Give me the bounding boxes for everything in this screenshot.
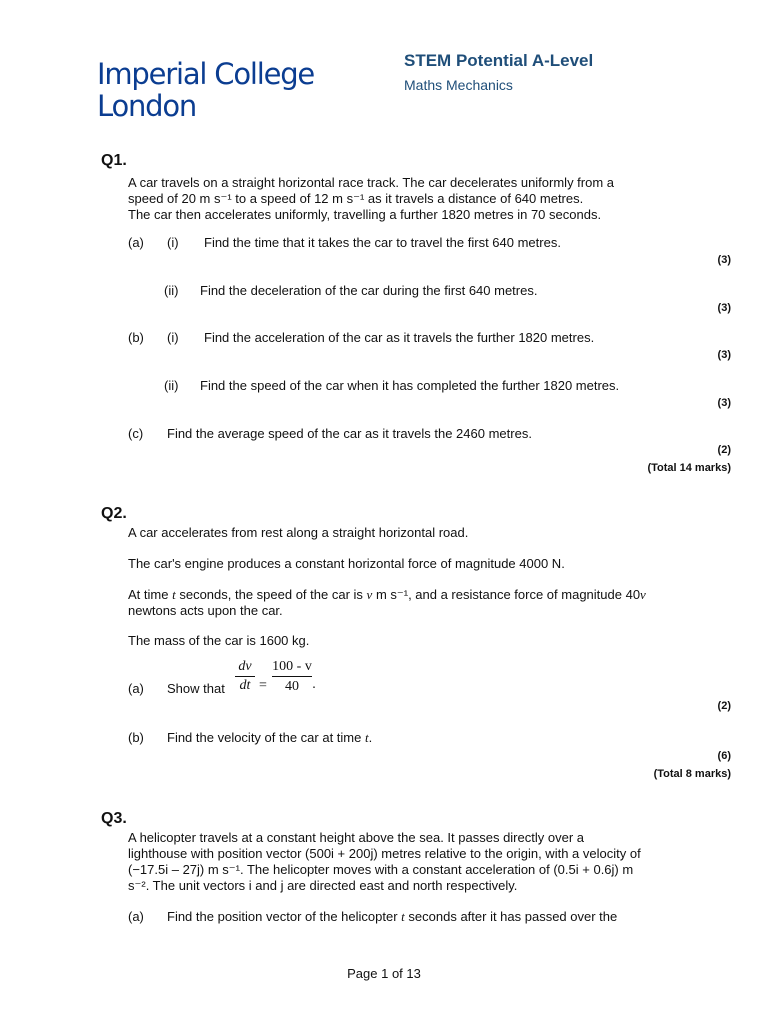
q2-part-a-text: Show that — [167, 681, 225, 696]
q1-part-bii-text: Find the speed of the car when it has completed the further 1820 metres. — [200, 378, 620, 393]
frac-right-num: 100 - v — [272, 659, 312, 674]
q2-number: Q2. — [101, 505, 127, 522]
q2-paragraph: A car accelerates from rest along a straight horizontal road. — [128, 525, 469, 540]
var-t: t — [401, 909, 405, 924]
q1-mark: (2) — [717, 444, 731, 456]
q2-mark: (2) — [717, 700, 731, 712]
q1-part-bi-label: (i) — [167, 330, 179, 345]
frac-left-den: dt — [239, 678, 251, 693]
logo-line-2: London — [97, 89, 197, 123]
q2-time-line-2: newtons acts upon the car. — [128, 603, 283, 618]
q2-part-b-text — [167, 730, 372, 746]
q3-part-a-text — [167, 909, 617, 925]
text: At time — [128, 587, 169, 602]
q2-total: (Total 8 marks) — [653, 768, 731, 780]
imperial-college-logo — [97, 58, 314, 122]
var-v: v — [640, 587, 646, 602]
q1-part-a-label: (a) — [128, 235, 144, 250]
header-title: STEM Potential A-Level — [404, 51, 594, 70]
q1-intro-line: The car then accelerates uniformly, travelling a further 1820 metres in 70 seconds. — [128, 207, 602, 222]
var-v: v — [366, 587, 373, 602]
q3-intro-line: A helicopter travels at a constant height above the sea. It passes directly over a — [128, 830, 584, 845]
frac-left-num: dv — [238, 659, 252, 674]
q1-mark: (3) — [717, 302, 731, 314]
q3-intro-line: lighthouse with position vector (500i + 200j) metres relative to the origin, with a velocity of — [128, 846, 641, 861]
text: Find the position vector of the helicopter — [167, 909, 398, 924]
q1-part-ai-label: (i) — [167, 235, 179, 250]
text: m s⁻¹, and a resistance force of magnitude 40 — [375, 587, 641, 602]
q1-number: Q1. — [101, 152, 127, 169]
q1-part-aii-text: Find the deceleration of the car during the first 640 metres. — [200, 283, 538, 298]
q2-part-a-label: (a) — [128, 681, 144, 696]
q1-part-bi-text: Find the acceleration of the car as it travels the further 1820 metres. — [204, 330, 595, 345]
header-subtitle: Maths Mechanics — [404, 77, 513, 93]
frac-right-line — [272, 676, 312, 677]
q1-mark: (3) — [717, 349, 731, 361]
q1-total: (Total 14 marks) — [647, 462, 731, 474]
q1-intro-line: speed of 20 m s⁻¹ to a speed of 12 m s⁻¹ as it travels a distance of 640 metres. — [128, 191, 584, 206]
q2-paragraph: The mass of the car is 1600 kg. — [128, 633, 310, 648]
frac-left-line — [235, 676, 255, 677]
page-number: Page 1 of 13 — [347, 966, 421, 981]
q1-part-c-label: (c) — [128, 426, 144, 441]
text: . — [368, 730, 373, 745]
text: seconds, the speed of the car is — [179, 587, 363, 602]
text: seconds after it has passed over the — [408, 909, 618, 924]
q2-part-b-label: (b) — [128, 730, 144, 745]
frac-right-den: 40 — [285, 679, 299, 694]
q1-mark: (3) — [717, 397, 731, 409]
q2-paragraph-time — [128, 587, 708, 619]
logo-line-1: Imperial College — [97, 57, 315, 91]
q1-part-bii-label: (ii) — [164, 378, 179, 393]
q1-part-aii-label: (ii) — [164, 283, 179, 298]
q3-number: Q3. — [101, 810, 127, 827]
q1-part-c-text: Find the average speed of the car as it travels the 2460 metres. — [167, 426, 532, 441]
q1-part-b-label: (b) — [128, 330, 144, 345]
var-t: t — [365, 730, 369, 745]
text: Find the velocity of the car at time — [167, 730, 362, 745]
equation-dot: . — [312, 677, 316, 692]
q3-intro-line: (−17.5i – 27j) m s⁻¹. The helicopter moves with a constant acceleration of (0.5i + 0.6j) m — [128, 862, 634, 877]
q3-part-a-label: (a) — [128, 909, 144, 924]
equals-sign: = — [259, 678, 267, 693]
q2-paragraph: The car's engine produces a constant horizontal force of magnitude 4000 N. — [128, 556, 565, 571]
q1-mark: (3) — [717, 254, 731, 266]
var-t: t — [172, 587, 176, 602]
q1-intro-line: A car travels on a straight horizontal race track. The car decelerates uniformly from a — [128, 175, 615, 190]
q2-equation — [234, 659, 324, 699]
q3-intro — [128, 830, 708, 894]
q1-intro — [128, 175, 708, 223]
q2-mark: (6) — [717, 750, 731, 762]
q1-part-ai-text: Find the time that it takes the car to travel the first 640 metres. — [204, 235, 561, 250]
q3-intro-line: s⁻². The unit vectors i and j are directed east and north respectively. — [128, 878, 518, 893]
q2-time-line — [128, 587, 708, 603]
